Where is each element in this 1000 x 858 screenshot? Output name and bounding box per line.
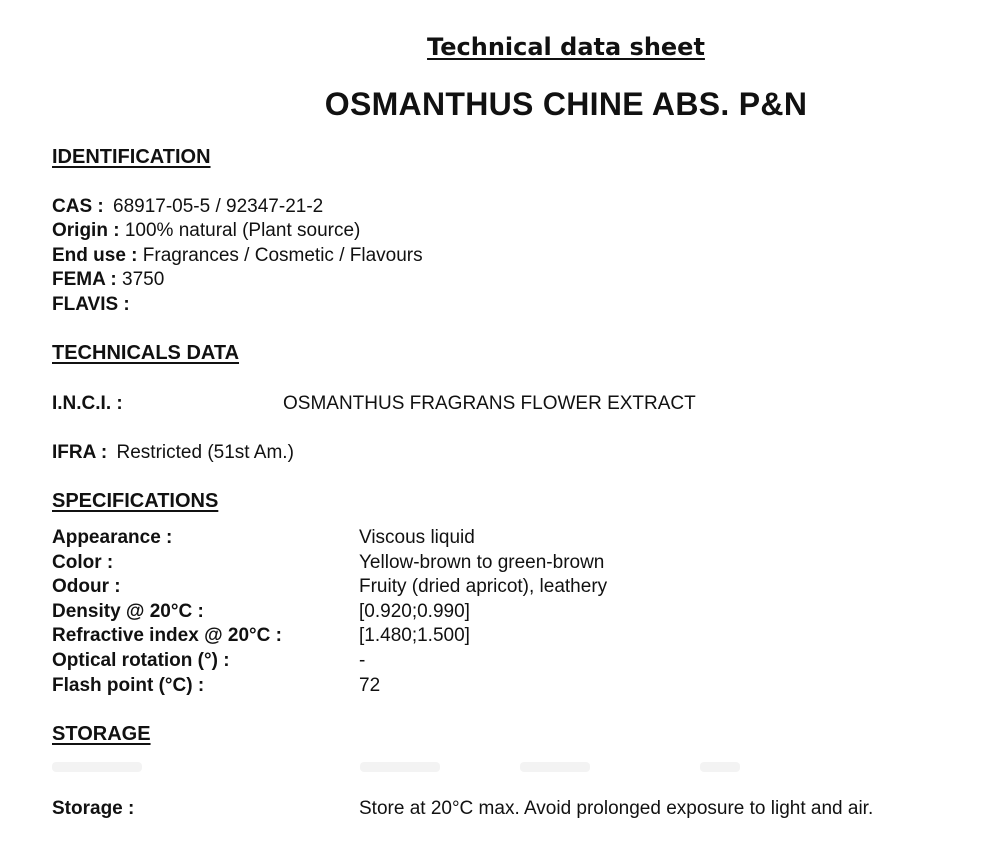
inci-value: OSMANTHUS FRAGRANS FLOWER EXTRACT [283,393,696,414]
fema-label: FEMA : [52,269,117,290]
faded-text-artifact [700,762,740,772]
cas-value: 68917-05-5 / 92347-21-2 [113,196,324,217]
storage-value: Store at 20°C max. Avoid prolonged exposure to light and air. [359,798,874,819]
product-name: OSMANTHUS CHINE ABS. P&N [324,86,808,122]
spec-label: Appearance : [52,527,173,548]
storage-heading: STORAGE [52,723,151,745]
spec-label: Refractive index @ 20°C : [52,625,282,647]
ifra-line [52,441,294,465]
spec-row-density [52,600,952,625]
spec-row-appearance [52,526,952,551]
origin-value: 100% natural (Plant source) [124,220,361,241]
spec-row-odour [52,575,952,600]
faded-text-artifact [520,762,590,772]
cas-line [52,195,323,219]
spec-value: Fruity (dried apricot), leathery [359,576,608,598]
faded-text-artifact [360,762,440,772]
faded-text-artifact [52,762,142,772]
spec-value: [0.920;0.990] [359,600,470,622]
spec-label: Color : [52,551,114,573]
fema-line [52,268,164,292]
spec-row-flash-point [52,674,952,699]
spec-value: 72 [359,674,381,696]
origin-label: Origin : [52,220,120,241]
spec-label: Optical rotation (°) : [52,649,230,671]
flavis-line [52,293,130,317]
spec-value: - [359,649,366,671]
spec-label: Flash point (°C) : [52,674,205,696]
spec-value: Yellow-brown to green-brown [359,551,605,573]
flavis-label: FLAVIS : [52,294,130,315]
document-title: Technical data sheet [427,33,705,61]
end-use-value: Fragrances / Cosmetic / Flavours [142,245,423,266]
cas-label: CAS : [52,196,104,217]
identification-heading: IDENTIFICATION [52,146,211,168]
fema-value: 3750 [122,269,165,290]
inci-label: I.N.C.I. : [52,393,123,414]
ifra-label: IFRA : [52,442,108,463]
spec-row-optical-rotation [52,649,952,674]
ifra-value: Restricted (51st Am.) [116,442,294,463]
spec-row-refractive-index [52,624,952,649]
storage-label: Storage : [52,798,135,819]
origin-line [52,219,360,243]
spec-row-color [52,551,952,576]
spec-value: [1.480;1.500] [359,625,470,647]
spec-value: Viscous liquid [359,527,475,548]
specifications-list [52,526,952,698]
end-use-line [52,244,423,268]
spec-label: Density @ 20°C : [52,600,204,622]
specifications-heading: SPECIFICATIONS [52,490,219,512]
technical-data-heading: TECHNICALS DATA [52,342,240,364]
spec-label: Odour : [52,576,121,598]
end-use-label: End use : [52,245,138,266]
